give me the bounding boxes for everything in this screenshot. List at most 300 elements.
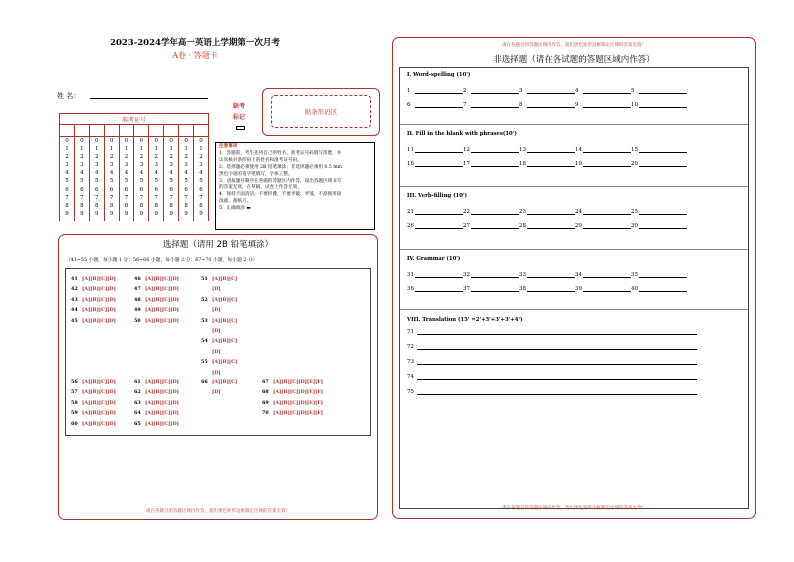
answer-bubbles[interactable]: [D] bbox=[212, 286, 221, 293]
answer-blank[interactable] bbox=[527, 209, 575, 215]
translation-number: 71 bbox=[407, 329, 414, 335]
id-digit-bubble[interactable]: 9 bbox=[124, 210, 129, 217]
id-digit-bubble[interactable]: 3 bbox=[199, 162, 203, 169]
answer-bubbles[interactable]: [A][B][C][D] bbox=[82, 420, 116, 427]
blank-number: 40 bbox=[631, 286, 638, 292]
id-digit-bubble[interactable]: 2 bbox=[65, 154, 69, 161]
name-label: 姓 名： bbox=[57, 92, 81, 100]
id-digit-bubble[interactable]: 5 bbox=[94, 178, 99, 185]
answer-bubbles[interactable]: [A][B][C][D][E][F] bbox=[273, 399, 324, 406]
question-number: 44 bbox=[71, 307, 78, 314]
blank-number: 30 bbox=[631, 223, 638, 229]
answer-blank[interactable] bbox=[527, 272, 575, 278]
question-row bbox=[201, 284, 237, 294]
id-digit-bubble[interactable]: 4 bbox=[184, 170, 188, 177]
answer-bubbles[interactable]: [A][B][C][D] bbox=[145, 307, 179, 314]
id-digit-bubble[interactable]: 1 bbox=[184, 146, 188, 153]
answer-bubbles[interactable]: [D] bbox=[212, 369, 221, 376]
answer-bubbles[interactable]: [A][B][C][D] bbox=[82, 389, 116, 396]
answer-bubbles[interactable]: [A][B][C][D] bbox=[82, 296, 116, 303]
blank-number: 32 bbox=[463, 272, 470, 278]
id-digit-bubble[interactable]: 0 bbox=[94, 138, 99, 144]
blank-number: 15 bbox=[631, 147, 638, 153]
id-digit-bubble[interactable]: 5 bbox=[109, 178, 114, 185]
answer-bubbles[interactable]: [A][B][C][D] bbox=[82, 317, 116, 324]
translation-row bbox=[407, 359, 697, 368]
answer-blank[interactable] bbox=[415, 286, 463, 292]
question-row bbox=[201, 274, 237, 284]
id-digit-bubble[interactable]: 0 bbox=[154, 138, 159, 144]
answer-blank[interactable] bbox=[639, 209, 687, 215]
section-divider bbox=[400, 186, 748, 187]
notice-line: 认真核对条形码上的姓名和准考证号码。 bbox=[219, 157, 302, 163]
id-digit-bubble[interactable]: 8 bbox=[109, 202, 114, 209]
answer-bubbles[interactable]: [A][B][C][D][E][F] bbox=[273, 379, 324, 385]
answer-bubbles[interactable]: [A][B][C] bbox=[212, 296, 238, 303]
question-number: 45 bbox=[71, 317, 78, 324]
answer-bubbles[interactable]: [A][B][C][D][E][F] bbox=[273, 389, 324, 396]
answer-blank[interactable] bbox=[527, 286, 575, 292]
answer-bubbles[interactable]: [A][B][C][D] bbox=[145, 276, 179, 282]
id-digit-bubble[interactable]: 0 bbox=[109, 138, 114, 144]
id-digit-bubble[interactable]: 6 bbox=[124, 186, 129, 193]
question-row bbox=[262, 408, 323, 418]
id-digit-bubble[interactable]: 1 bbox=[199, 146, 203, 153]
id-digit-bubble[interactable]: 7 bbox=[80, 194, 84, 201]
answer-bubbles[interactable]: [A][B][C][D] bbox=[145, 399, 179, 406]
id-digit-bubble[interactable]: 9 bbox=[109, 210, 114, 217]
blank-number: 5 bbox=[631, 88, 635, 94]
blank-number: 28 bbox=[519, 223, 526, 229]
answer-bubbles[interactable]: [A][B][C][D] bbox=[82, 379, 116, 385]
translation-blank[interactable] bbox=[417, 374, 697, 380]
id-write-cell[interactable] bbox=[179, 125, 194, 137]
id-digit-bubble[interactable]: 8 bbox=[199, 202, 203, 209]
answer-row bbox=[407, 286, 687, 295]
question-row bbox=[134, 398, 179, 408]
blank-number: 8 bbox=[519, 102, 523, 108]
question-number: 64 bbox=[134, 410, 141, 417]
blank-number: 14 bbox=[575, 147, 582, 153]
id-digit-bubble[interactable]: 7 bbox=[109, 194, 114, 201]
answer-blank[interactable] bbox=[415, 209, 463, 215]
id-digit-column bbox=[164, 137, 179, 221]
absent-checkbox[interactable] bbox=[236, 126, 245, 130]
answer-blank[interactable] bbox=[471, 147, 519, 153]
blank-number: 2 bbox=[463, 88, 467, 94]
translation-row bbox=[407, 389, 697, 398]
id-digit-bubble[interactable]: 1 bbox=[109, 146, 114, 153]
question-number: 42 bbox=[71, 286, 78, 293]
answer-blank[interactable] bbox=[415, 223, 463, 229]
answer-blank[interactable] bbox=[583, 147, 631, 153]
answer-blank[interactable] bbox=[415, 272, 463, 278]
answer-blank[interactable] bbox=[471, 88, 519, 94]
id-digit-bubble[interactable]: 2 bbox=[169, 154, 173, 161]
question-number: 50 bbox=[134, 317, 141, 324]
id-digit-bubble[interactable]: 4 bbox=[139, 170, 144, 177]
id-digit-bubble[interactable]: 1 bbox=[124, 146, 129, 153]
blank-number: 31 bbox=[407, 272, 414, 278]
id-digit-bubble[interactable]: 9 bbox=[154, 210, 159, 217]
answer-bubbles[interactable]: [D] bbox=[212, 348, 221, 355]
answer-bubbles[interactable]: [A][B][C] bbox=[212, 276, 238, 282]
answer-blank[interactable] bbox=[527, 88, 575, 94]
id-digit-bubble[interactable]: 7 bbox=[154, 194, 159, 201]
id-digit-column bbox=[149, 137, 164, 221]
id-digit-bubble[interactable]: 9 bbox=[169, 210, 173, 217]
answer-bubbles[interactable]: [A][B][C][D] bbox=[82, 410, 116, 417]
answer-bubbles[interactable]: [A][B][C][D] bbox=[82, 307, 116, 314]
answer-bubbles[interactable]: [A][B][C][D] bbox=[82, 399, 116, 406]
blank-number: 20 bbox=[631, 161, 638, 167]
id-digit-column bbox=[74, 137, 89, 221]
question-row bbox=[201, 347, 237, 357]
id-digit-bubble[interactable]: 8 bbox=[124, 202, 129, 209]
id-digit-bubble[interactable]: 0 bbox=[80, 138, 84, 144]
id-digit-bubble[interactable]: 1 bbox=[80, 146, 84, 153]
question-row bbox=[71, 305, 116, 315]
question-number: 61 bbox=[134, 379, 141, 385]
id-digit-bubble[interactable]: 5 bbox=[65, 178, 69, 185]
translation-blank[interactable] bbox=[417, 344, 697, 350]
id-write-cell[interactable] bbox=[119, 125, 134, 137]
id-digit-bubble[interactable]: 2 bbox=[124, 154, 129, 161]
question-row bbox=[71, 419, 116, 429]
id-digit-bubble[interactable]: 4 bbox=[80, 170, 84, 177]
answer-blank[interactable] bbox=[639, 161, 687, 167]
id-digit-bubble[interactable]: 8 bbox=[80, 202, 84, 209]
question-number: 68 bbox=[262, 389, 269, 396]
id-digit-bubble[interactable]: 0 bbox=[169, 138, 173, 144]
answer-blank[interactable] bbox=[471, 209, 519, 215]
answer-bubbles[interactable]: [A][B][C][D] bbox=[145, 286, 179, 293]
question-row bbox=[134, 419, 179, 429]
id-digit-bubble[interactable]: 7 bbox=[65, 194, 69, 201]
id-digit-bubble[interactable]: 0 bbox=[139, 138, 144, 144]
id-write-cell[interactable] bbox=[149, 125, 164, 137]
blank-number: 19 bbox=[575, 161, 582, 167]
id-digit-bubble[interactable]: 9 bbox=[199, 210, 203, 217]
id-digit-bubble[interactable]: 6 bbox=[109, 186, 114, 193]
blank-number: 35 bbox=[631, 272, 638, 278]
absent-label-1: 缺考 bbox=[233, 103, 246, 110]
question-row bbox=[201, 336, 237, 346]
id-write-cell[interactable] bbox=[74, 125, 89, 137]
answer-blank[interactable] bbox=[471, 161, 519, 167]
id-digit-bubble[interactable]: 9 bbox=[139, 210, 144, 217]
id-write-cell[interactable] bbox=[60, 125, 75, 137]
translation-blank[interactable] bbox=[417, 329, 697, 335]
answer-bubbles[interactable]: [A][B][C][D] bbox=[145, 379, 179, 385]
id-digit-column bbox=[119, 137, 134, 221]
id-write-cell[interactable] bbox=[89, 125, 104, 137]
id-digit-bubble[interactable]: 5 bbox=[169, 178, 173, 185]
question-number: 63 bbox=[134, 399, 141, 406]
answer-blank[interactable] bbox=[639, 272, 687, 278]
choice-title: 选择题（请用 2B 铅笔填涂） bbox=[162, 240, 274, 250]
question-number: 47 bbox=[134, 286, 141, 293]
question-number: 48 bbox=[134, 296, 141, 303]
answer-blank[interactable] bbox=[583, 102, 631, 108]
id-digit-bubble[interactable]: 4 bbox=[154, 170, 159, 177]
question-row bbox=[134, 316, 179, 326]
answer-bubbles[interactable]: [A][B][C][D] bbox=[145, 410, 179, 417]
id-digit-bubble[interactable]: 7 bbox=[139, 194, 144, 201]
id-digit-bubble[interactable]: 5 bbox=[154, 178, 159, 185]
id-digit-bubble[interactable]: 2 bbox=[109, 154, 114, 161]
id-digit-bubble[interactable]: 2 bbox=[184, 154, 188, 161]
question-row bbox=[201, 377, 237, 387]
id-digit-bubble[interactable]: 6 bbox=[80, 186, 84, 193]
answer-blank[interactable] bbox=[471, 102, 519, 108]
id-digit-bubble[interactable]: 7 bbox=[184, 194, 188, 201]
id-digit-bubble[interactable]: 3 bbox=[184, 162, 188, 169]
id-digit-bubble[interactable]: 3 bbox=[139, 162, 144, 169]
id-digit-bubble[interactable]: 7 bbox=[199, 194, 203, 201]
id-digit-bubble[interactable]: 2 bbox=[94, 154, 99, 161]
id-digit-bubble[interactable]: 2 bbox=[154, 154, 159, 161]
exam-id-label: 准考证号 bbox=[60, 114, 209, 125]
id-digit-bubble[interactable]: 7 bbox=[169, 194, 173, 201]
id-digit-bubble[interactable]: 4 bbox=[169, 170, 173, 177]
section-head: IV. Grammar (10') bbox=[407, 256, 461, 262]
blank-number: 33 bbox=[519, 272, 526, 278]
answer-row bbox=[407, 272, 687, 281]
section-head: III. Verb-filling (10') bbox=[407, 193, 468, 199]
answer-bubbles[interactable]: [A][B][C][D] bbox=[145, 296, 179, 303]
id-digit-bubble[interactable]: 6 bbox=[199, 186, 203, 193]
question-number: 54 bbox=[201, 338, 208, 345]
id-write-cell[interactable] bbox=[104, 125, 119, 137]
question-number: 67 bbox=[262, 379, 269, 385]
answer-blank[interactable] bbox=[583, 161, 631, 167]
blank-number: 39 bbox=[575, 286, 582, 292]
answer-blank[interactable] bbox=[583, 223, 631, 229]
question-row bbox=[201, 387, 237, 397]
answer-bubbles[interactable]: [D] bbox=[212, 307, 221, 314]
id-write-cell[interactable] bbox=[194, 125, 209, 137]
id-digit-bubble[interactable]: 3 bbox=[169, 162, 173, 169]
answer-blank[interactable] bbox=[583, 209, 631, 215]
answer-bubbles[interactable]: [A][B][C][D] bbox=[145, 389, 179, 396]
id-digit-bubble[interactable]: 9 bbox=[184, 210, 188, 217]
section-divider bbox=[400, 309, 748, 310]
exam-title: 2023-2024学年高一英语上学期第一次月考 bbox=[110, 38, 280, 48]
blank-number: 6 bbox=[407, 102, 411, 108]
nonchoice-warning-bottom: 请在各题目的答题区域内作答，超出黑色矩形边框限定区域的答案无效！ bbox=[502, 506, 646, 511]
id-digit-bubble[interactable]: 3 bbox=[94, 162, 99, 169]
translation-blank[interactable] bbox=[417, 389, 697, 395]
answer-bubbles[interactable]: [A][B][C][D] bbox=[145, 420, 179, 427]
id-digit-bubble[interactable]: 6 bbox=[65, 186, 69, 193]
blank-number: 24 bbox=[575, 209, 582, 215]
blank-number: 38 bbox=[519, 286, 526, 292]
question-number: 41 bbox=[71, 276, 78, 282]
id-digit-bubble[interactable]: 9 bbox=[94, 210, 99, 217]
id-digit-bubble[interactable]: 8 bbox=[154, 202, 159, 209]
id-digit-bubble[interactable]: 9 bbox=[65, 210, 69, 217]
answer-blank[interactable] bbox=[471, 272, 519, 278]
id-write-cell[interactable] bbox=[134, 125, 149, 137]
id-digit-bubble[interactable]: 3 bbox=[124, 162, 129, 169]
id-digit-bubble[interactable]: 9 bbox=[80, 210, 84, 217]
id-digit-bubble[interactable]: 3 bbox=[109, 162, 114, 169]
answer-blank[interactable] bbox=[583, 286, 631, 292]
answer-blank[interactable] bbox=[415, 102, 463, 108]
question-number: 49 bbox=[134, 307, 141, 314]
answer-blank[interactable] bbox=[583, 272, 631, 278]
id-digit-bubble[interactable]: 5 bbox=[80, 178, 84, 185]
id-digit-bubble[interactable]: 1 bbox=[154, 146, 159, 153]
notice-line: 1．答题前，考生先将自己的姓名、准考证号码填写清楚，并 bbox=[219, 150, 342, 156]
id-digit-bubble[interactable]: 5 bbox=[139, 178, 144, 185]
id-digit-bubble[interactable]: 4 bbox=[199, 170, 203, 177]
answer-blank[interactable] bbox=[471, 223, 519, 229]
answer-bubbles[interactable]: [A][B][C] bbox=[212, 338, 238, 345]
translation-row bbox=[407, 374, 697, 383]
id-digit-bubble[interactable]: 5 bbox=[184, 178, 188, 185]
id-digit-bubble[interactable]: 6 bbox=[184, 186, 188, 193]
id-digit-bubble[interactable]: 0 bbox=[124, 138, 129, 144]
question-number: 60 bbox=[71, 420, 78, 427]
id-digit-bubble[interactable]: 3 bbox=[80, 162, 84, 169]
answer-blank[interactable] bbox=[527, 147, 575, 153]
id-digit-bubble[interactable]: 5 bbox=[199, 178, 203, 185]
answer-blank[interactable] bbox=[639, 147, 687, 153]
id-digit-bubble[interactable]: 2 bbox=[139, 154, 144, 161]
blank-number: 27 bbox=[463, 223, 470, 229]
id-digit-bubble[interactable]: 4 bbox=[124, 170, 129, 177]
question-row bbox=[134, 377, 179, 387]
id-digit-bubble[interactable]: 6 bbox=[139, 186, 144, 193]
id-digit-bubble[interactable]: 4 bbox=[109, 170, 114, 177]
translation-number: 73 bbox=[407, 359, 414, 365]
id-digit-bubble[interactable]: 2 bbox=[80, 154, 84, 161]
question-number: 46 bbox=[134, 276, 141, 282]
id-write-cell[interactable] bbox=[164, 125, 179, 137]
id-digit-bubble[interactable]: 4 bbox=[94, 170, 99, 177]
question-row bbox=[134, 295, 179, 305]
blank-number: 21 bbox=[407, 209, 414, 215]
answer-bubbles[interactable]: [A][B][C] bbox=[212, 359, 238, 366]
question-number: 69 bbox=[262, 399, 269, 406]
id-digit-bubble[interactable]: 1 bbox=[65, 146, 69, 153]
question-number: 52 bbox=[201, 296, 208, 303]
id-digit-bubble[interactable]: 4 bbox=[65, 170, 69, 177]
id-digit-bubble[interactable]: 1 bbox=[139, 146, 144, 153]
id-digit-bubble[interactable]: 6 bbox=[154, 186, 159, 193]
id-digit-bubble[interactable]: 3 bbox=[154, 162, 159, 169]
blank-number: 4 bbox=[575, 88, 579, 94]
blank-number: 16 bbox=[407, 161, 414, 167]
notice-line: 的答案无效，在草稿、试卷上作答无效。 bbox=[219, 185, 302, 191]
question-number: 65 bbox=[134, 420, 141, 427]
question-row bbox=[71, 398, 116, 408]
answer-bubbles[interactable]: [A][B][C] bbox=[212, 379, 238, 385]
id-digit-bubble[interactable]: 0 bbox=[184, 138, 188, 144]
blank-number: 34 bbox=[575, 272, 582, 278]
exam-subtitle: A卷 · 答题卡 bbox=[172, 51, 218, 60]
answer-blank[interactable] bbox=[639, 88, 687, 94]
question-row bbox=[201, 295, 237, 305]
id-digit-bubble[interactable]: 8 bbox=[169, 202, 173, 209]
id-digit-bubble[interactable]: 3 bbox=[65, 162, 69, 169]
id-digit-bubble[interactable]: 7 bbox=[94, 194, 99, 201]
answer-blank[interactable] bbox=[471, 286, 519, 292]
notice-line: 2．选择题必须使用 2B 铅笔填涂；非选择题必须用 0.5 mm bbox=[219, 164, 342, 170]
answer-bubbles[interactable]: [A][B][C][D][E][F] bbox=[273, 410, 324, 417]
id-digit-bubble[interactable]: 5 bbox=[124, 178, 129, 185]
nonchoice-title: 非选择题（请在各试题的答题区域内作答） bbox=[493, 55, 655, 65]
blank-number: 10 bbox=[631, 102, 638, 108]
choice-instruction: （41~55 小题，每小题 1 分；56~66 小题，每小题 2 分；67~70 小题，每小题 2 分） bbox=[66, 258, 258, 263]
answer-bubbles[interactable]: [A][B][C][D] bbox=[82, 286, 116, 293]
blank-number: 12 bbox=[463, 147, 470, 153]
nonchoice-warning-top: 请在各题目的答题区域内作答，超出黑色矩形边框限定区域的答案无效！ bbox=[502, 43, 646, 48]
id-digit-bubble[interactable]: 8 bbox=[94, 202, 99, 209]
translation-number: 72 bbox=[407, 344, 414, 350]
notice-line: 4．保持卡面清洁，不要折叠，不要弄破、弄皱，不准使用涂 bbox=[219, 192, 342, 198]
blank-number: 1 bbox=[407, 88, 411, 94]
id-digit-bubble[interactable]: 8 bbox=[65, 202, 69, 209]
question-number: 62 bbox=[134, 389, 141, 396]
id-digit-bubble[interactable]: 0 bbox=[199, 138, 203, 144]
translation-head: VIII. Translation (15' =2'+3'+3'+3'+4') bbox=[407, 317, 523, 323]
id-digit-column bbox=[179, 137, 194, 221]
translation-blank[interactable] bbox=[417, 359, 697, 365]
answer-blank[interactable] bbox=[527, 223, 575, 229]
question-number: 55 bbox=[201, 359, 208, 366]
id-digit-bubble[interactable]: 1 bbox=[169, 146, 173, 153]
blank-number: 37 bbox=[463, 286, 470, 292]
blank-number: 29 bbox=[575, 223, 582, 229]
answer-bubbles[interactable]: [D] bbox=[212, 327, 221, 334]
id-digit-bubble[interactable]: 6 bbox=[169, 186, 173, 193]
question-row bbox=[134, 408, 179, 418]
answer-bubbles[interactable]: [A][B][C][D] bbox=[145, 317, 179, 324]
question-row bbox=[71, 377, 116, 387]
id-digit-bubble[interactable]: 2 bbox=[199, 154, 203, 161]
answer-blank[interactable] bbox=[415, 88, 463, 94]
answer-blank[interactable] bbox=[415, 147, 463, 153]
answer-blank[interactable] bbox=[527, 161, 575, 167]
id-digit-bubble[interactable]: 8 bbox=[139, 202, 144, 209]
answer-bubbles[interactable]: [A][B][C] bbox=[212, 317, 238, 324]
answer-bubbles[interactable]: [D] bbox=[212, 389, 221, 396]
answer-bubbles[interactable]: [A][B][C][D] bbox=[82, 276, 116, 282]
notice-line: 改液、刮纸刀。 bbox=[219, 199, 252, 205]
question-number: 53 bbox=[201, 317, 208, 324]
name-field[interactable] bbox=[90, 98, 208, 99]
question-number: 59 bbox=[71, 410, 78, 417]
id-digit-bubble[interactable]: 0 bbox=[65, 138, 69, 144]
notice-title: 注意事项 bbox=[219, 144, 238, 149]
question-row bbox=[71, 316, 116, 326]
answer-blank[interactable] bbox=[639, 223, 687, 229]
answer-blank[interactable] bbox=[639, 286, 687, 292]
answer-blank[interactable] bbox=[639, 102, 687, 108]
answer-blank[interactable] bbox=[583, 88, 631, 94]
blank-number: 17 bbox=[463, 161, 470, 167]
id-digit-bubble[interactable]: 1 bbox=[94, 146, 99, 153]
question-number: 43 bbox=[71, 296, 78, 303]
id-digit-bubble[interactable]: 8 bbox=[184, 202, 188, 209]
id-digit-bubble[interactable]: 7 bbox=[124, 194, 129, 201]
answer-blank[interactable] bbox=[527, 102, 575, 108]
id-digit-bubble[interactable]: 6 bbox=[94, 186, 99, 193]
answer-blank[interactable] bbox=[415, 161, 463, 167]
